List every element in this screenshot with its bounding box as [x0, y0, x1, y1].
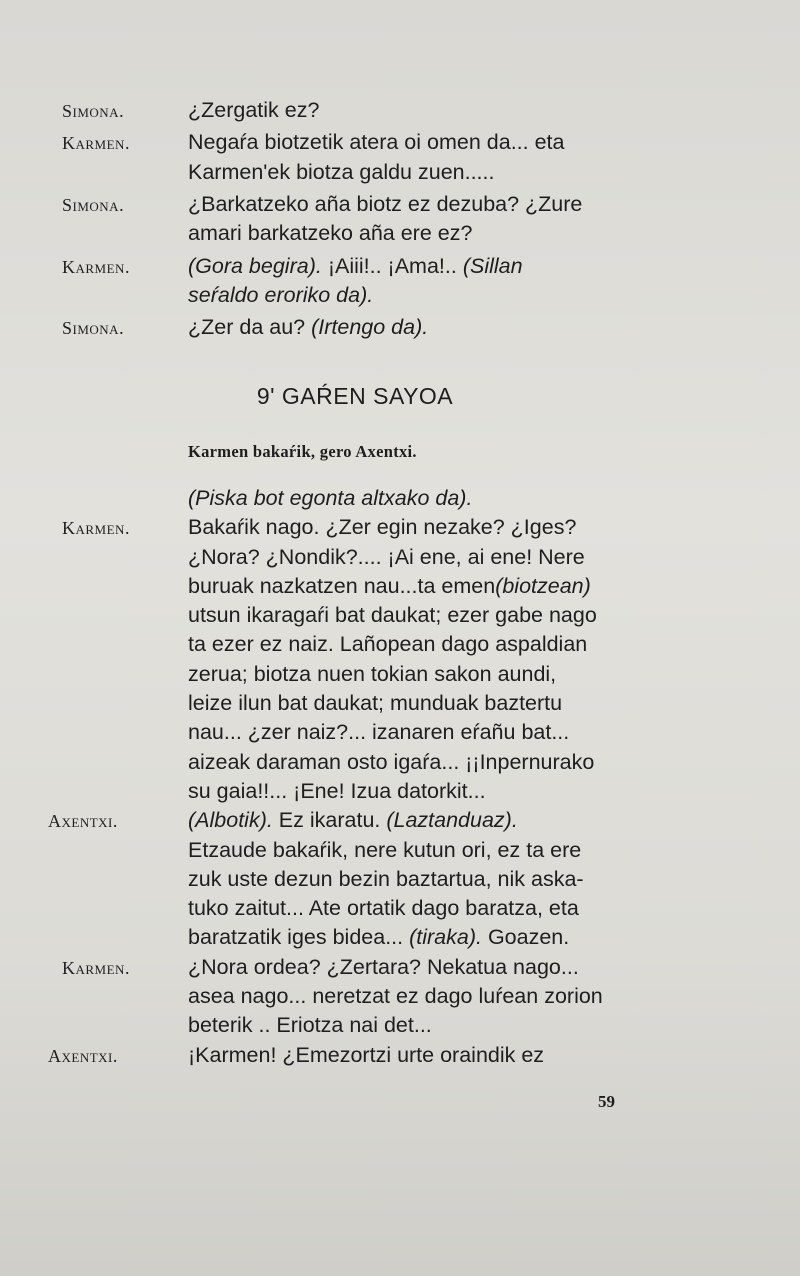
stage-direction: seŕaldo eroriko da). [188, 282, 374, 307]
text-line [188, 219, 658, 248]
spoken-text: su gaia!!... ¡Ene! Izua datorkit... [188, 778, 486, 803]
text-line [188, 718, 658, 747]
speaker-name: Simona. [62, 194, 125, 215]
spoken-text: zuk uste dezun bezin baztartua, nik aska- [188, 866, 584, 891]
spoken-text: asea nago... neretzat ez dago luŕean zorion [188, 984, 603, 1009]
spoken-text: leize ilun bat daukat; munduak baztertu [188, 691, 563, 716]
spoken-text: ¿Nora? ¿Nondik?.... ¡Ai ene, ai ene! Nere [188, 544, 585, 569]
dialogue-text [188, 953, 658, 1041]
dialogue-text [188, 128, 658, 187]
spoken-text: ¿Barkatzeko aña biotz ez dezuba? ¿Zure [188, 191, 583, 216]
spoken-text: Bakaŕik nago. ¿Zer egin nezake? ¿Iges? [188, 515, 577, 540]
text-line [188, 572, 658, 601]
dialogue-text [188, 313, 658, 342]
page-number: 59 [598, 1092, 615, 1111]
spoken-text: Karmen'ek biotza galdu zuen..... [188, 159, 495, 184]
text-line [188, 630, 658, 659]
text-line [188, 894, 658, 923]
speaker-name: Karmen. [62, 957, 130, 978]
speaker-name: Axentxi. [48, 1045, 118, 1066]
scene-title: 9' GAŔEN SAYOA [256, 383, 454, 409]
spoken-text: Negaŕa biotzetik atera oi omen da... eta [188, 130, 565, 155]
stage-direction: (Sillan [462, 253, 523, 278]
text-line [188, 777, 658, 806]
dialogue-text [188, 484, 658, 513]
spoken-text: Goazen. [481, 925, 570, 950]
spoken-text: ¡Aiii!.. ¡Ama!.. [321, 253, 463, 278]
stage-direction: (Albotik). [188, 808, 273, 833]
text-line [188, 252, 658, 281]
spoken-text: Etzaude bakaŕik, nere kutun ori, ez ta ere [188, 837, 582, 862]
text-line [188, 281, 658, 310]
stage-direction: (tiraka). [409, 925, 482, 950]
text-line [188, 96, 658, 125]
stage-direction: (Irtengo da). [311, 315, 429, 340]
text-line [188, 1011, 658, 1040]
dialogue-text [188, 1041, 658, 1070]
text-line [188, 689, 658, 718]
text-line [188, 953, 658, 982]
text-line [188, 543, 658, 572]
text-line [188, 190, 658, 219]
spoken-text: nau... ¿zer naiz?... izanaren eŕañu bat... [188, 720, 570, 745]
spoken-text: ¡Karmen! ¿Emezortzi urte oraindik ez [188, 1042, 545, 1067]
speaker-name: Axentxi. [48, 811, 118, 832]
spoken-text: ¿Zergatik ez? [188, 98, 320, 122]
text-line [188, 806, 658, 835]
dialogue-text [188, 806, 658, 952]
spoken-text: ¿Nora ordea? ¿Zertara? Nekatua nago... [188, 954, 579, 979]
stage-direction: (Piska bot egonta altxako da). [188, 486, 473, 510]
text-line [188, 982, 658, 1011]
spoken-text: beterik .. Eriotza nai det... [188, 1013, 432, 1038]
speaker-name: Simona. [62, 318, 125, 339]
spoken-text: zerua; biotza nuen tokian sakon aundi, [188, 661, 557, 686]
text-line [188, 1041, 658, 1070]
spoken-text: buruak nazkatzen nau...ta emen [188, 573, 496, 598]
spoken-text: Ez ikaratu. [272, 808, 387, 833]
spoken-text: amari barkatzeko aña ere ez? [188, 221, 473, 246]
speaker-name: Karmen. [62, 133, 130, 154]
stage-direction: (biotzean) [495, 573, 591, 598]
text-line [188, 313, 658, 342]
spoken-text: ta ezer ez naiz. Lañopean dago aspaldian [188, 632, 588, 657]
dialogue-text [188, 96, 658, 125]
speaker-name: Simona. [62, 101, 125, 121]
dialogue-text [188, 190, 658, 249]
scene-cast: Karmen bakaŕik, gero Axentxi. [188, 442, 417, 461]
spoken-text: baratzatik iges bidea... [188, 925, 410, 950]
speaker-name: Karmen. [62, 256, 130, 277]
text-line [188, 513, 658, 542]
text-line [188, 865, 658, 894]
text-line [188, 601, 658, 630]
text-line [188, 660, 658, 689]
text-line [188, 158, 658, 187]
speaker-name: Karmen. [62, 518, 130, 539]
stage-direction: (Laztanduaz). [386, 808, 518, 833]
stage-direction: (Gora begira). [188, 253, 322, 278]
spoken-text: ¿Zer da au? [188, 315, 312, 340]
text-line [188, 748, 658, 777]
text-line [188, 923, 658, 952]
spoken-text: utsun ikaragaŕi bat daukat; ezer gabe nago [188, 603, 597, 628]
text-line [188, 836, 658, 865]
dialogue-text [188, 252, 658, 311]
spoken-text: aizeak daraman osto igaŕa... ¡¡Inpernurako [188, 749, 595, 774]
dialogue-text [188, 513, 658, 806]
text-line [188, 128, 658, 157]
text-line [188, 484, 658, 513]
spoken-text: tuko zaitut... Ate ortatik dago baratza, eta [188, 896, 579, 921]
